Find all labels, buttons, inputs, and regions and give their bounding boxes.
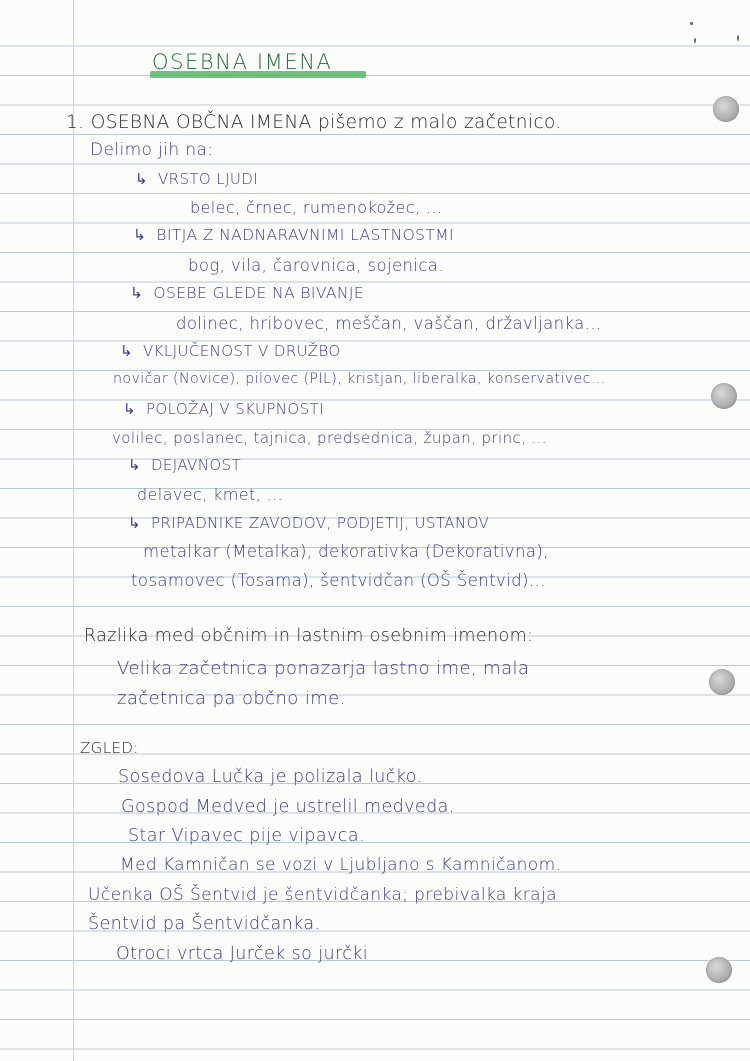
- ink-speck: [694, 38, 696, 43]
- category-label: VKLJUČENOST V DRUŽBO: [142, 342, 341, 360]
- binder-hole: [706, 957, 732, 983]
- difference-heading: Razlika med občnim in lastnim osebnim imenom:: [84, 626, 534, 646]
- ink-speck: [737, 35, 739, 41]
- arrow-icon: ↳: [120, 342, 133, 360]
- arrow-icon: ↳: [135, 170, 148, 188]
- category-examples: belec, črnec, rumenokožec, ...: [190, 198, 443, 217]
- category-examples: dolinec, hribovec, meščan, vaščan, državljanka...: [176, 314, 602, 333]
- example-line: Star Vipavec pije vipavca.: [128, 826, 365, 846]
- category-label: DEJAVNOST: [150, 456, 242, 474]
- arrow-icon: ↳: [128, 456, 141, 474]
- difference-text: Velika začetnica ponazarja lastno ime, mala: [117, 658, 530, 679]
- category-label: PRIPADNIKE ZAVODOV, PODJETIJ, USTANOV: [150, 514, 490, 532]
- arrow-icon: ↳: [128, 514, 141, 532]
- arrow-icon: ↳: [123, 400, 136, 418]
- category-heading: [133, 228, 454, 244]
- section-intro: Delimo jih na:: [90, 140, 214, 160]
- category-examples: volilec, poslanec, tajnica, predsednica, župan, princ, ...: [112, 429, 547, 447]
- ink-speck: [690, 22, 693, 25]
- examples-heading: ZGLED:: [80, 739, 139, 757]
- binder-hole: [713, 96, 739, 122]
- category-heading: [120, 344, 341, 359]
- example-line: Sosedova Lučka je polizala lučko.: [118, 767, 423, 787]
- category-heading: [128, 516, 489, 531]
- category-examples: metalkar (Metalka), dekorativka (Dekorativna),: [143, 542, 549, 561]
- example-line: Gospod Medved je ustrelil medveda.: [121, 797, 455, 817]
- example-line: Med Kamničan se vozi v Ljubljano s Kamničanom.: [120, 855, 562, 875]
- arrow-icon: ↳: [130, 284, 144, 302]
- binder-hole: [709, 669, 735, 695]
- category-examples: bog, vila, čarovnica, sojenica.: [188, 256, 444, 275]
- category-label: BITJA Z NADNARAVNIMI LASTNOSTMI: [156, 226, 455, 244]
- category-heading: [123, 402, 324, 417]
- category-examples: delavec, kmet, ...: [137, 485, 284, 504]
- category-label: VRSTO LJUDI: [157, 170, 259, 188]
- example-line: Učenka OŠ Šentvid je šentvidčanka; prebivalka kraja: [88, 885, 557, 905]
- category-label: POLOŽAJ V SKUPNOSTI: [145, 400, 324, 418]
- example-line: Otroci vrtca Jurček so jurčki: [116, 944, 369, 964]
- difference-text: začetnica pa občno ime.: [117, 688, 346, 709]
- binder-hole: [711, 383, 737, 409]
- category-heading: [130, 286, 364, 302]
- category-heading: [135, 172, 258, 187]
- page-title: OSEBNA IMENA: [152, 50, 333, 74]
- margin-rule: [73, 0, 74, 1061]
- category-examples: novičar (Novice), pilovec (PIL), kristjan, liberalka, konservativec...: [113, 371, 606, 387]
- example-line: Šentvid pa Šentvidčanka.: [88, 914, 321, 934]
- category-examples: tosamovec (Tosama), šentvidčan (OŠ Šentvid)...: [131, 571, 546, 590]
- category-heading: [128, 458, 241, 473]
- section-heading: 1. OSEBNA OBČNA IMENA pišemo z malo začetnico.: [66, 112, 562, 133]
- arrow-icon: ↳: [133, 226, 147, 244]
- category-label: OSEBE GLEDE NA BIVANJE: [153, 284, 365, 302]
